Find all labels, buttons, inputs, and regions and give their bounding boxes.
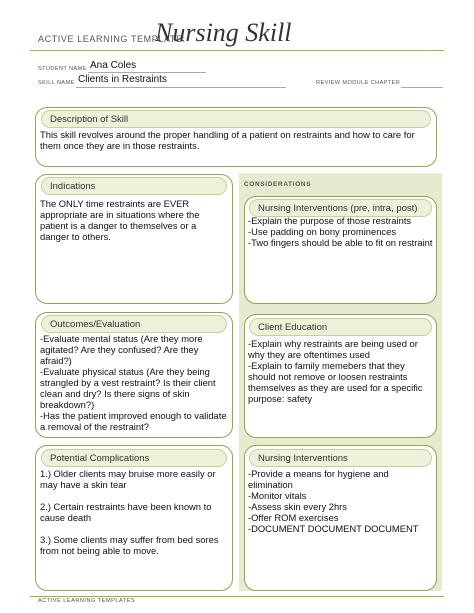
student-name-label: STUDENT NAME xyxy=(38,66,87,72)
client-education-text: -Explain why restraints are being used or why they are oftentimes used -Explain to family memebers that they should not remove or loosen restraints themselves as they are used for a specific purpose: safety xyxy=(248,338,423,404)
nursing-interventions-top-heading: Nursing Interventions (pre, intra, post) xyxy=(249,199,432,217)
complications-heading: Potential Complications xyxy=(41,449,227,467)
student-name-line xyxy=(88,72,206,73)
outcomes-text: -Evaluate mental status (Are they more agitated? Are they confused? Are they afraid?) -Evaluate physical status (Are they being strangled by a vest restraint? Is their client clean and dry? Is there signs of skin breakdown?) -Has the patient improved enough to validate a removal of the restraint? xyxy=(40,333,227,432)
considerations-label: CONSIDERATIONS xyxy=(244,181,312,188)
skill-name-label: SKILL NAME xyxy=(38,80,75,86)
student-name-value: Ana Coles xyxy=(90,60,137,71)
footer-label: ACTIVE LEARNING TEMPLATES xyxy=(38,598,136,604)
skill-name-line xyxy=(76,87,286,88)
skill-name-value: Clients in Restraints xyxy=(78,74,167,85)
header-divider xyxy=(30,50,444,51)
template-kicker: ACTIVE LEARNING TEMPLATE: xyxy=(38,34,186,44)
review-module-line xyxy=(401,87,443,88)
page-title: Nursing Skill xyxy=(155,18,292,47)
footer-divider xyxy=(30,596,444,597)
complications-text: 1.) Older clients may bruise more easily or may have a skin tear 2.) Certain restraints have been known to cause death 3.) Some clients may suffer from bed sores from not being able to move. xyxy=(40,468,219,556)
description-text: This skill revolves around the proper handling of a patient on restraints and how to care for them once they are in those restraints. xyxy=(40,129,418,151)
nursing-interventions-bottom-heading: Nursing Interventions xyxy=(249,449,432,467)
description-heading: Description of Skill xyxy=(41,110,431,128)
client-education-heading: Client Education xyxy=(249,318,432,336)
nursing-interventions-top-text: -Explain the purpose of those restraints -Use padding on bony prominences -Two fingers should be able to fit on restraint xyxy=(248,215,433,248)
indications-text: The ONLY time restraints are EVER appropriate are in situations where the patient is a danger to themselves or a danger to others. xyxy=(40,198,203,242)
outcomes-heading: Outcomes/Evaluation xyxy=(41,315,227,333)
review-module-label: REVIEW MODULE CHAPTER xyxy=(316,80,401,86)
indications-heading: Indications xyxy=(41,177,227,195)
nursing-interventions-bottom-text: -Provide a means for hygiene and elimination -Monitor vitals -Assess skin every 2hrs -Offer ROM exercises -DOCUMENT DOCUMENT DOCUMENT xyxy=(248,468,419,534)
